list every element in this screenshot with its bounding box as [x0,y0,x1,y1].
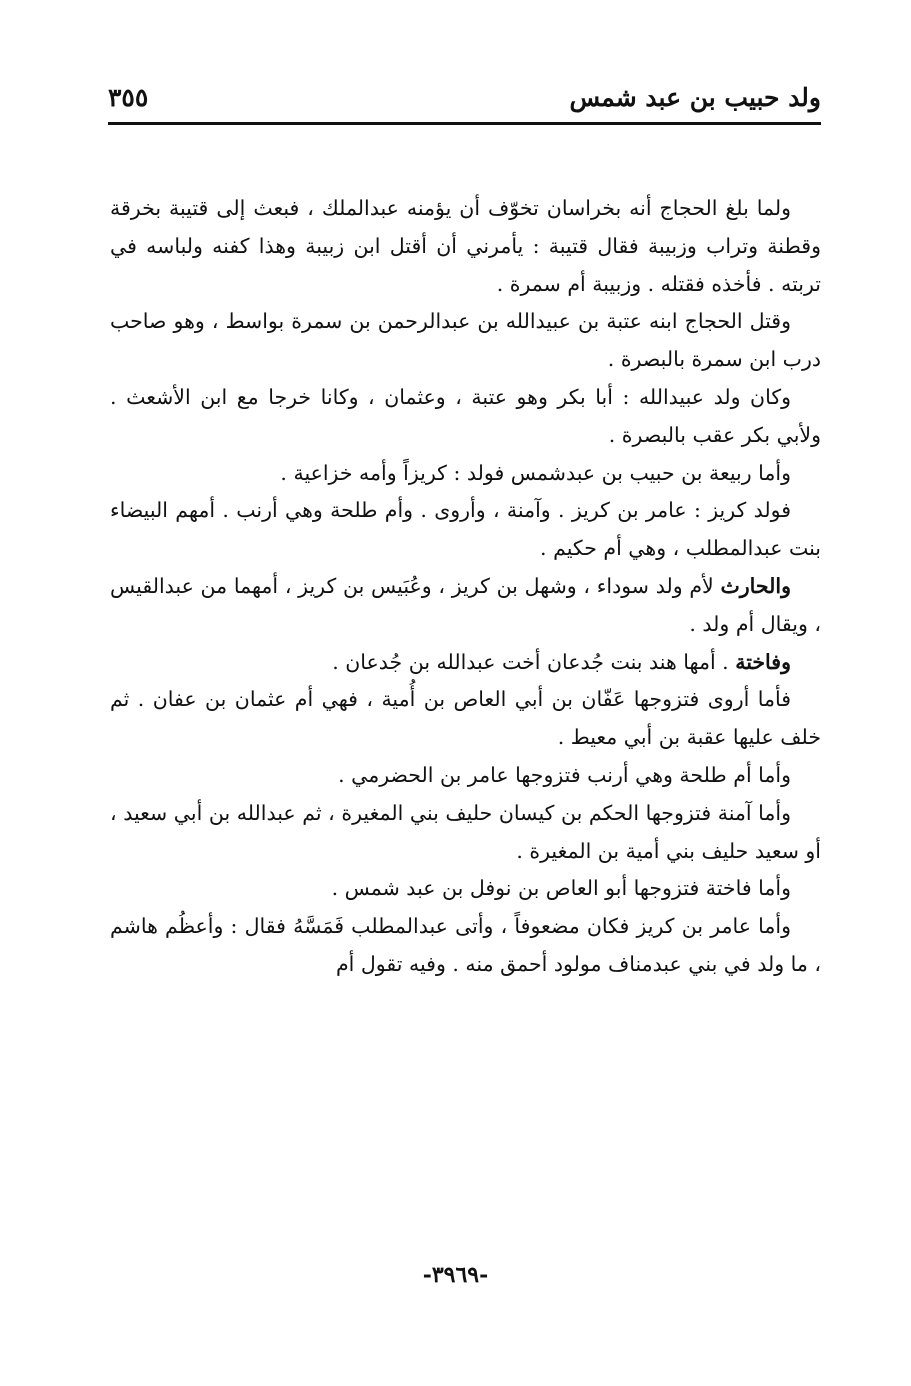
paragraph-text: وكان ولد عبيدالله : أبا بكر وهو عتبة ، وعثمان ، وكانا خرجا مع ابن الأشعث . ولأبي بكر عقب بالبصرة . [110,384,821,447]
page-marker: -٣٩٦٩- [422,1262,489,1288]
paragraph [110,379,821,455]
paragraph [110,303,821,379]
paragraph [110,492,821,568]
paragraph-text: وأما ربيعة بن حبيب بن عبدشمس فولد : كريزاً وأمه خزاعية . [280,460,791,485]
paragraph-lead: والحارث [720,573,791,598]
paragraph-text: وقتل الحجاج ابنه عتبة بن عبيدالله بن عبدالرحمن بن سمرة بواسط ، وهو صاحب درب ابن سمرة بالبصرة . [110,309,821,372]
paragraph [110,870,821,908]
paragraph [110,757,821,795]
running-title: ولد حبيب بن عبد شمس [569,83,821,112]
paragraph [110,681,821,757]
body-text [110,190,821,984]
paragraph-text: . أمها هند بنت جُدعان أخت عبدالله بن جُدعان . [332,649,736,674]
paragraph [110,568,821,644]
page-number: ٣٥٥ [108,83,149,112]
paragraph-text: ولما بلغ الحجاج أنه بخراسان تخوّف أن يؤمنه عبدالملك ، فبعث إلى قتيبة بخرقة وقطنة وتراب وزبيبة فقال قتيبة : يأمرني أن أقتل ابن زبيبة وهذا كفنه ولباسه في تربته . فأخذه فقتله . وزبيبة أم سمرة . [110,196,821,296]
paragraph-text: وأما أم طلحة وهي أرنب فتزوجها عامر بن الحضرمي . [338,762,791,787]
paragraph [110,190,821,303]
paragraph [110,795,821,871]
page-footer [0,1262,911,1288]
paragraph-text: وأما آمنة فتزوجها الحكم بن كيسان حليف بني المغيرة ، ثم عبدالله بن أبي سعيد ، أو سعيد حليف بني أمية بن المغيرة . [110,800,821,863]
paragraph-text: لأم ولد سوداء ، وشهل بن كريز ، وعُبَيس بن كريز ، أمهما من عبدالقيس ، ويقال أم ولد . [110,573,821,636]
paragraph-text: وأما عامر بن كريز فكان مضعوفاً ، وأتى عبدالمطلب فَمَسَّهُ فقال : وأعظُم هاشم ، ما ولد في بني عبدمناف مولود أحمق منه . وفيه تقول أم [110,914,821,976]
page-header [108,78,821,125]
paragraph-text: فأما أروى فتزوجها عَفّان بن أبي العاص بن أُمية ، فهي أم عثمان بن عفان . ثم خلف عليها عقبة بن أبي معيط . [110,687,821,750]
paragraph-text: وأما فاختة فتزوجها أبو العاص بن نوفل بن عبد شمس . [331,876,791,901]
paragraph [110,908,821,984]
paragraph [110,644,821,682]
paragraph-lead: وفاختة [735,649,791,674]
paragraph [110,455,821,493]
paragraph-text: فولد كريز : عامر بن كريز . وآمنة ، وأروى . وأم طلحة وهي أرنب . أمهم البيضاء بنت عبدالمطلب ، وهي أم حكيم . [110,498,821,561]
